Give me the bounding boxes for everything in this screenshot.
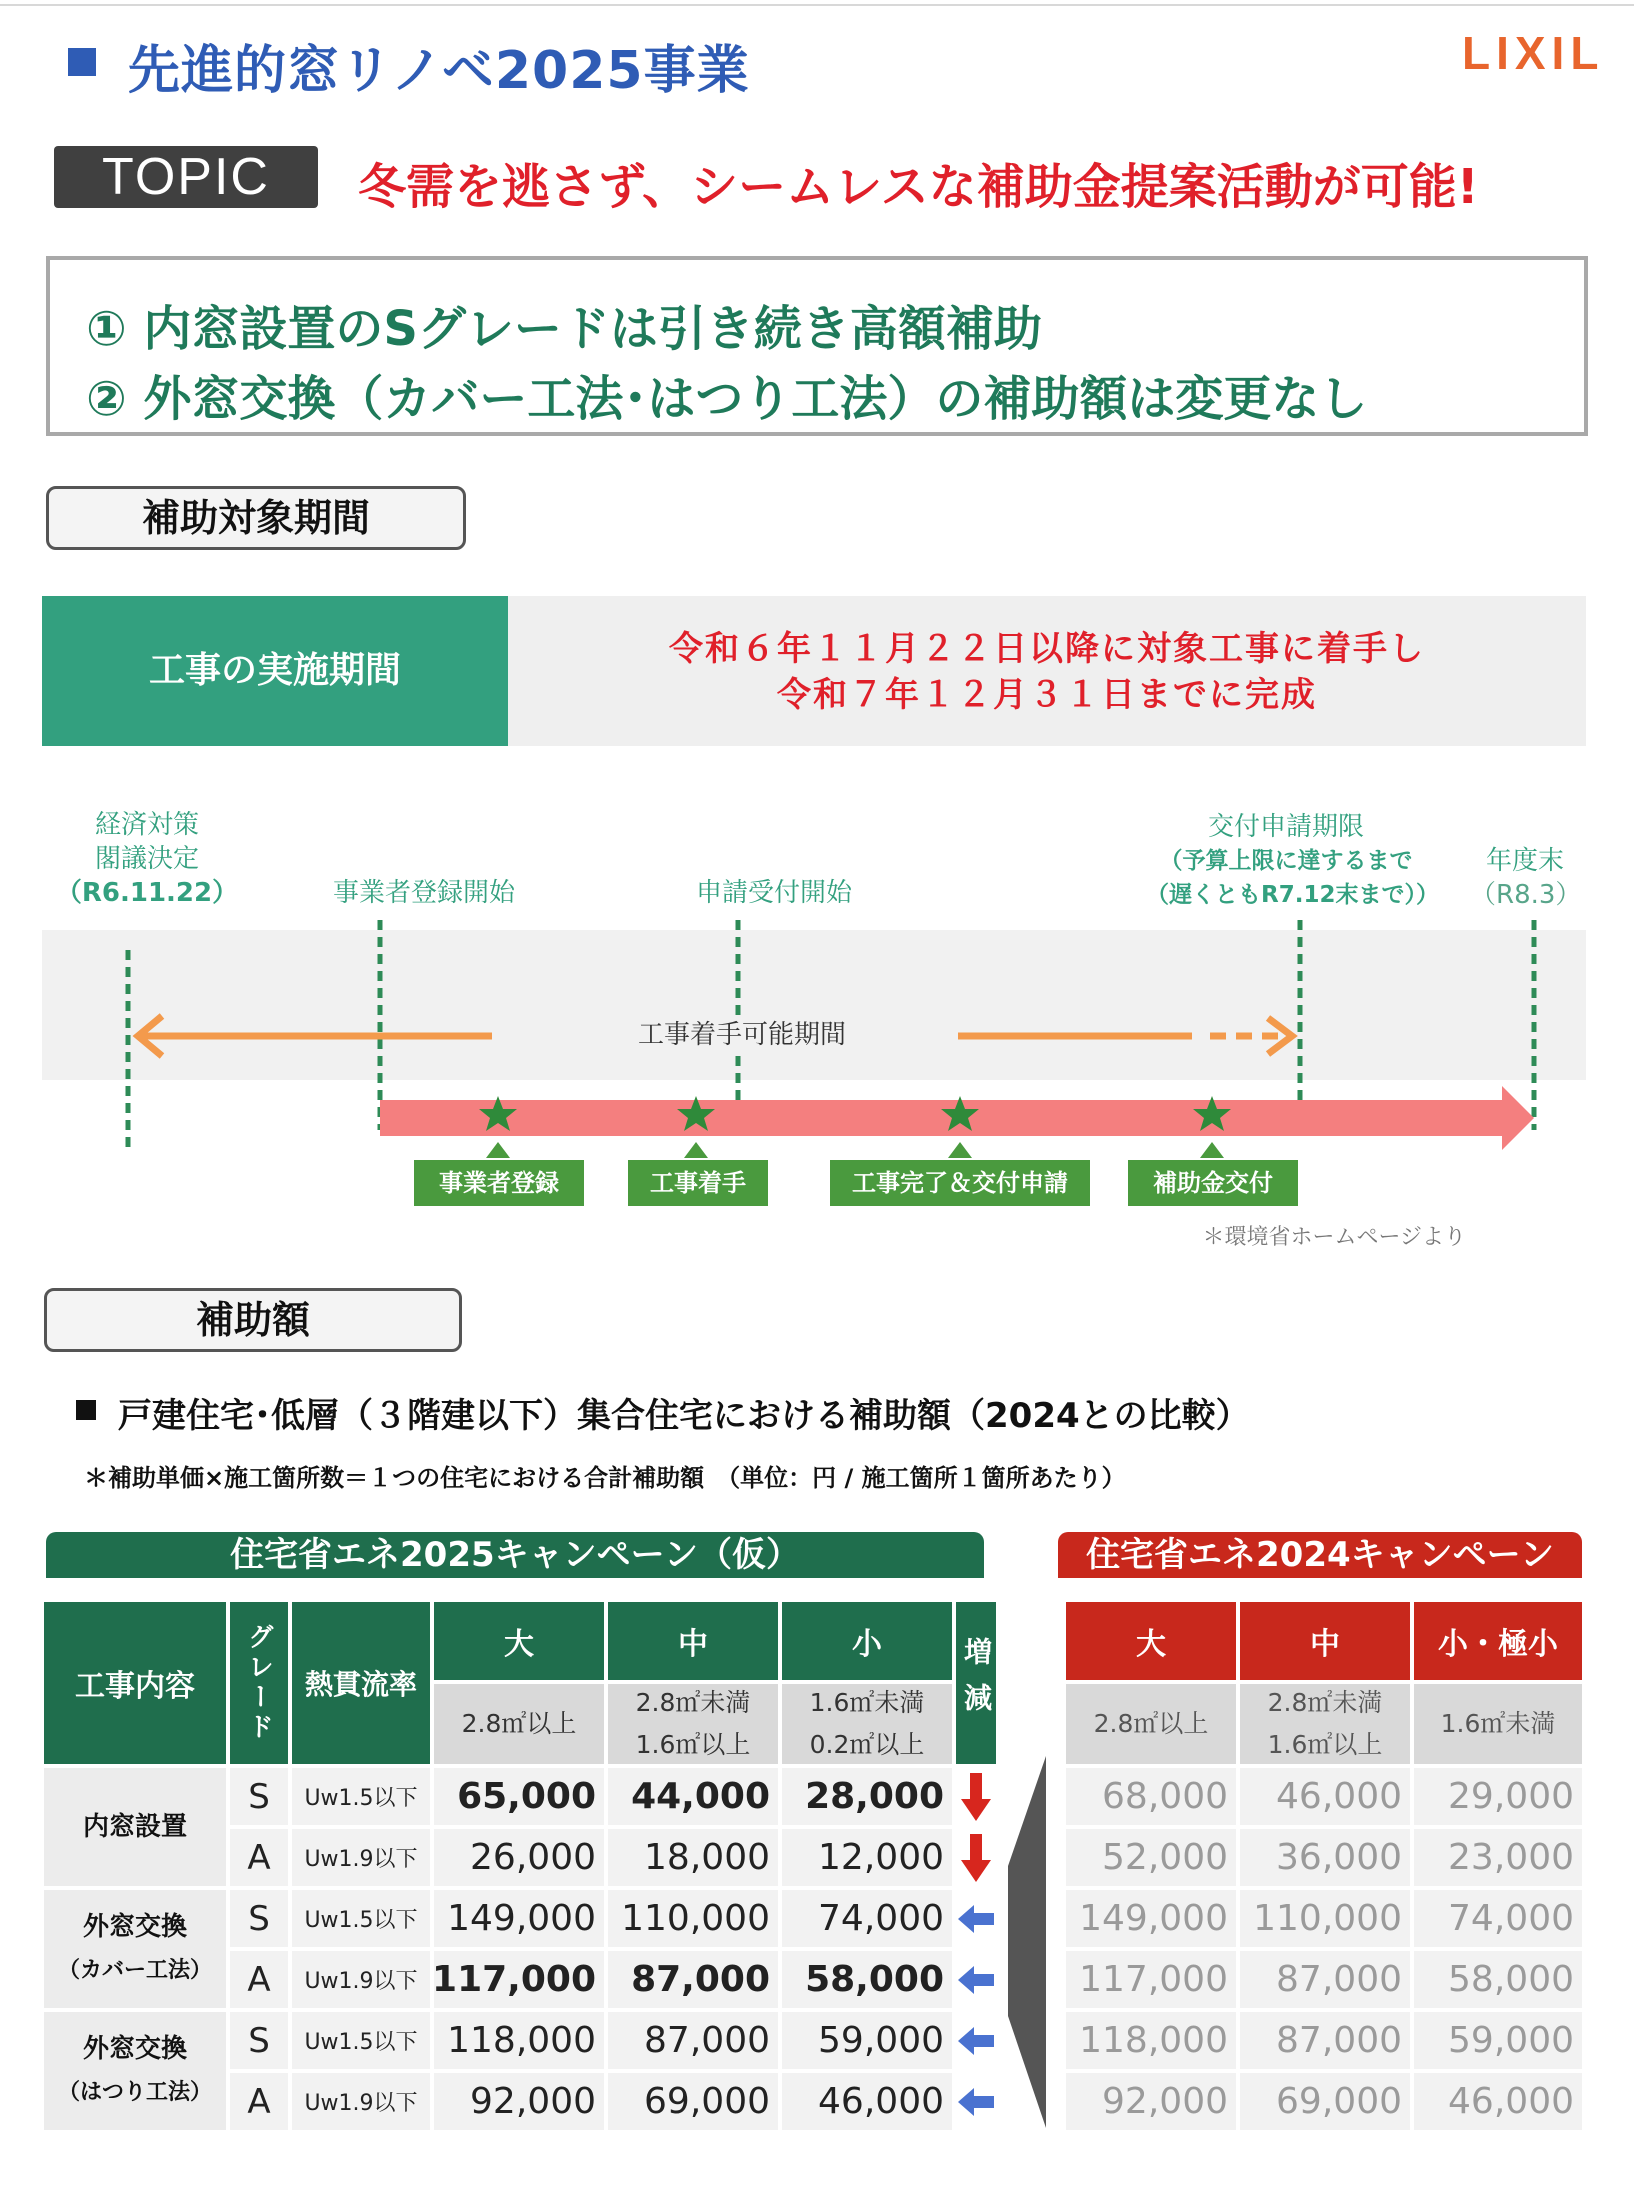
row-value-small: 59,000 xyxy=(782,2012,952,2069)
key-point-1: ① 内窓設置のSグレードは引き続き高額補助 xyxy=(86,301,1042,357)
row-2024-small: 23,000 xyxy=(1414,1829,1582,1886)
timeline-label-deadline: 交付申請期限 （予算上限に達するまで （遅くともR7.12末まで）） xyxy=(1146,812,1439,908)
campaign-2025-header: 住宅省エネ2025キャンペーン（仮） xyxy=(46,1532,984,1578)
period-band-text xyxy=(508,596,1586,746)
decrease-arrow-icon xyxy=(956,1829,996,1886)
timeline-label-cabinet: 経済対策 閣議決定 （R6.11.22） xyxy=(55,810,239,908)
row-2024-large: 118,000 xyxy=(1066,2012,1236,2069)
step-completion-application: 工事完了＆交付申請 xyxy=(830,1160,1090,1206)
top-divider xyxy=(0,4,1634,6)
row-grade: A xyxy=(230,1829,288,1886)
comparison-wedge xyxy=(996,1756,1056,2136)
col-work-header: 工事内容 xyxy=(44,1602,226,1764)
col-medium-header: 中 xyxy=(608,1602,778,1680)
section-pill-amount: 補助額 xyxy=(44,1288,462,1352)
decrease-arrow-icon xyxy=(956,1768,996,1825)
row-value-large: 26,000 xyxy=(434,1829,604,1886)
row-value-large: 92,000 xyxy=(434,2073,604,2130)
row-uvalue: Uw1.9以下 xyxy=(292,1951,430,2008)
col-small-header: 小 xyxy=(782,1602,952,1680)
row-uvalue: Uw1.5以下 xyxy=(292,1768,430,1825)
row-2024-medium: 36,000 xyxy=(1240,1829,1410,1886)
row-2024-large: 149,000 xyxy=(1066,1890,1236,1947)
key-point-2: ② 外窓交換（カバー工法･はつり工法）の補助額は変更なし xyxy=(86,371,1368,427)
col-small-sub: 1.6㎡未満 0.2㎡以上 xyxy=(782,1684,952,1764)
amount-heading: 戸建住宅･低層（３階建以下）集合住宅における補助額（2024との比較） xyxy=(118,1396,1250,1436)
title-square-icon xyxy=(68,48,96,76)
row-value-large: 149,000 xyxy=(434,1890,604,1947)
group-outer-cover: 外窓交換 （カバー工法） xyxy=(44,1890,226,2008)
row-uvalue: Uw1.5以下 xyxy=(292,1890,430,1947)
pink-timeline-bar xyxy=(380,1100,1504,1136)
timeline-label-registration: 事業者登録開始 xyxy=(332,878,515,908)
lixil-logo: LIXIL xyxy=(1462,27,1605,79)
row-2024-large: 92,000 xyxy=(1066,2073,1236,2130)
col-uvalue-header: 熱貫流率 xyxy=(292,1602,430,1764)
timeline xyxy=(42,770,1586,1250)
col-medium-sub: 2.8㎡未満 1.6㎡以上 xyxy=(608,1684,778,1764)
row-uvalue: Uw1.5以下 xyxy=(292,2012,430,2069)
row-2024-medium: 87,000 xyxy=(1240,2012,1410,2069)
timeline-graphics xyxy=(42,770,1586,1240)
row-2024-small: 29,000 xyxy=(1414,1768,1582,1825)
col-medium-2024-header: 中 xyxy=(1240,1602,1410,1680)
row-2024-medium: 69,000 xyxy=(1240,2073,1410,2130)
amount-heading-square-icon xyxy=(76,1400,96,1420)
row-grade: S xyxy=(230,1890,288,1947)
row-2024-small: 59,000 xyxy=(1414,2012,1582,2069)
row-grade: A xyxy=(230,1951,288,2008)
row-value-medium: 44,000 xyxy=(608,1768,778,1825)
col-grade-header: グレード xyxy=(230,1602,288,1764)
row-value-small: 12,000 xyxy=(782,1829,952,1886)
row-2024-large: 52,000 xyxy=(1066,1829,1236,1886)
col-large-2024-sub: 2.8㎡以上 xyxy=(1066,1684,1236,1764)
col-small-2024-sub: 1.6㎡未満 xyxy=(1414,1684,1582,1764)
timeline-possible-period: 工事着手可能期間 xyxy=(612,1018,872,1052)
row-2024-small: 46,000 xyxy=(1414,2073,1582,2130)
row-2024-medium: 87,000 xyxy=(1240,1951,1410,2008)
amount-note: ＊補助単価×施工箇所数＝１つの住宅における合計補助額 （単位：円 / 施工箇所１箇所あたり） xyxy=(84,1464,1126,1492)
timeline-label-fiscal-end: 年度末 （R8.3） xyxy=(1470,846,1582,910)
topic-headline: 冬需を逃さず、シームレスな補助金提案活動が可能! xyxy=(358,159,1479,215)
row-uvalue: Uw1.9以下 xyxy=(292,2073,430,2130)
period-band-line-1: 令和６年１１月２２日以降に対象工事に着手し xyxy=(669,629,1425,669)
timeline-label-application: 申請受付開始 xyxy=(695,878,852,908)
col-large-2024-header: 大 xyxy=(1066,1602,1236,1680)
row-grade: S xyxy=(230,1768,288,1825)
key-points-box xyxy=(46,256,1588,436)
row-2024-medium: 46,000 xyxy=(1240,1768,1410,1825)
col-large-header: 大 xyxy=(434,1602,604,1680)
campaign-2024-header: 住宅省エネ2024キャンペーン xyxy=(1058,1532,1582,1578)
unchanged-arrow-icon xyxy=(956,1951,996,2008)
row-uvalue: Uw1.9以下 xyxy=(292,1829,430,1886)
period-band-label: 工事の実施期間 xyxy=(42,596,508,746)
row-value-medium: 69,000 xyxy=(608,2073,778,2130)
period-band-line-2: 令和７年１２月３１日までに完成 xyxy=(777,675,1317,715)
row-value-small: 46,000 xyxy=(782,2073,952,2130)
unchanged-arrow-icon xyxy=(956,2012,996,2069)
row-grade: A xyxy=(230,2073,288,2130)
row-2024-large: 68,000 xyxy=(1066,1768,1236,1825)
row-value-medium: 18,000 xyxy=(608,1829,778,1886)
row-value-large: 117,000 xyxy=(434,1951,604,2008)
step-grant-payment: 補助金交付 xyxy=(1128,1160,1298,1206)
timeline-source-note: ＊環境省ホームページより xyxy=(1202,1225,1466,1250)
row-grade: S xyxy=(230,2012,288,2069)
row-value-small: 28,000 xyxy=(782,1768,952,1825)
step-construction-start: 工事着手 xyxy=(628,1160,768,1206)
step-registration: 事業者登録 xyxy=(414,1160,584,1206)
row-value-large: 118,000 xyxy=(434,2012,604,2069)
row-value-small: 74,000 xyxy=(782,1890,952,1947)
row-value-medium: 87,000 xyxy=(608,1951,778,2008)
pink-bar-head xyxy=(1502,1086,1534,1150)
page-title: 先進的窓リノベ2025事業 xyxy=(128,41,750,101)
col-large-sub: 2.8㎡以上 xyxy=(434,1684,604,1764)
col-change-header: 増減 xyxy=(956,1602,996,1764)
row-2024-medium: 110,000 xyxy=(1240,1890,1410,1947)
row-value-large: 65,000 xyxy=(434,1768,604,1825)
unchanged-arrow-icon xyxy=(956,2073,996,2130)
unchanged-arrow-icon xyxy=(956,1890,996,1947)
topic-badge: TOPIC xyxy=(54,146,318,208)
col-small-2024-header: 小・極小 xyxy=(1414,1602,1582,1680)
row-2024-small: 74,000 xyxy=(1414,1890,1582,1947)
row-2024-large: 117,000 xyxy=(1066,1951,1236,2008)
col-medium-2024-sub: 2.8㎡未満 1.6㎡以上 xyxy=(1240,1684,1410,1764)
section-pill-period: 補助対象期間 xyxy=(46,486,466,550)
group-inner-window: 内窓設置 xyxy=(44,1768,226,1886)
row-value-small: 58,000 xyxy=(782,1951,952,2008)
group-outer-chipping: 外窓交換 （はつり工法） xyxy=(44,2012,226,2130)
row-value-medium: 87,000 xyxy=(608,2012,778,2069)
row-2024-small: 58,000 xyxy=(1414,1951,1582,2008)
row-value-medium: 110,000 xyxy=(608,1890,778,1947)
